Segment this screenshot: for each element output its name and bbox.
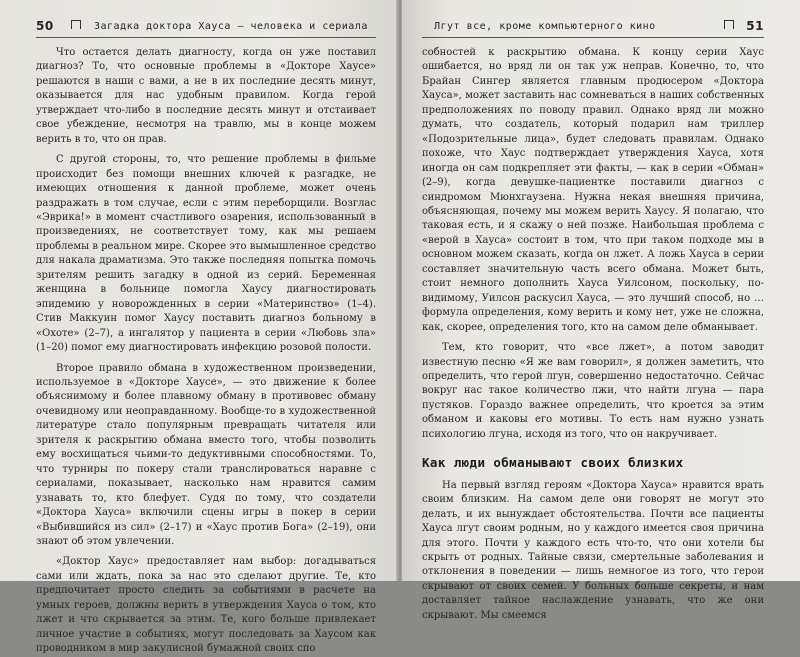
running-head-right: Лгут все, кроме компьютерного кино (434, 21, 656, 32)
paragraph: собностей к раскрытию обмана. К концу серии Хаус ошибается, но вряд ли он так уж неправ. Конечно, то, что Брайан Сингер является главным продюсером «Доктора Хауса», может заставить нас сомневаться в наших собственных предположениях по поводу правил. Однако вряд ли можно думать, что создатель, который подарил нам триллер «Подозрительные лица», будет следовать правилам. Однако похоже, что Хаус подтверждает утверждения Хауса, хотя иногда он сам подкрепляет эти факты, — как в серии «Обман» (2–9), когда девушке-пациентке поставили диагноз с синдромом Мюнхгаузена. Нужна некая внешняя причина, объясняющая, почему мы можем верить Хаусу. Я полагаю, что таковая есть, и я скажу о ней позже. Наибольшая проблема с «верой в Хауса» состоит в том, что при таком подходе мы в основном можем сказать, когда он лжет. А ложь Хауса в серии составляет значительную часть всего обмана. Может быть, стоит немного дополнить Хауса Уилсоном, поскольку, по-видимому, Уилсон раскусил Хауса, — это лучший способ, но … формула определения, кому верить и кому нет, уже не сложна, как, скорее, определения того, кто на самом деле обманывает. (422, 47, 764, 333)
header-rule-right (422, 37, 764, 38)
right-page-header (422, 20, 764, 42)
right-page (402, 0, 800, 621)
paragraph: «Доктор Хаус» предоставляет нам выбор: догадываться сами или ждать, пока за нас это сделают другие. Те, кто предпочитает просто следить за событиями в расчете на умных героев, должны верить в утверждения Хауса о том, кто лжет и что скрывается за этим. Те, кого больше привлекает личное участие в событиях, могут последовать за Хаусом как проводником в мир закулисной бумажной своих спо (36, 556, 376, 655)
section-heading: Как люди обманывают своих близких (422, 455, 684, 471)
paragraph: С другой стороны, то, что решение проблемы в фильме происходит без помощи внешних ключей к разгадке, не имеющих отношения к данной проблеме, может очень раздражать в том случае, если с этим переборщили. Возглас «Эврика!» в момент счастливого озарения, использованный в произведениях, не соответствует тому, как мы решаем проблемы в реальном мире. Скорее это вымышленное средство для накала драматизма. Это также последняя попытка помочь зрителям решить загадку в одной из серий. Беременная женщина в больнице помогла Хаусу диагностировать эпидемию у новорожденных в серии «Материнство» (1–4). Стив Маккуин помог Хаусу поставить диагноз больному в «Охоте» (2–7), а ингалятор у пациента в серии «Любовь зла» (1–20) помог ему диагностировать инфекцию розовой полости. (36, 154, 376, 354)
left-page-header (36, 20, 376, 42)
running-head-left: Загадка доктора Хауса — человека и сериала (94, 21, 368, 32)
header-rule-left (36, 37, 376, 38)
paragraph: Что остается делать диагносту, когда он уже поставил диагноз? То, что основные проблемы в «Докторе Хаусе» решаются в наши с вами, а не в их последние десять минут, оказывается для нас удобным правилом. Когда герой утверждает что-либо в последние десять минут и отстаивает свое убеждение, несмотря на травлю, мы в конце можем верить в то, что он прав. (36, 47, 376, 145)
paragraph: На первый взгляд героям «Доктора Хауса» нравится врать своим близким. На самом деле они говорят не могут это делать, и их вынуждает обстоятельства. Почти все пациенты Хауса лгут своим родным, но у каждого имеется своя причина для этого. Почти у каждого есть что-то, что они хотели бы скрыть от родных. Тайные связи, смертельные заболевания и отклонения в поведении — лишь немногое из того, что герои скрывают от своих семей. У больных больше секреты, и нам доставляет тайное наслаждение узнавать, что же они скрывают. Мы смеемся (422, 479, 764, 621)
left-page (0, 0, 398, 655)
page-number-left: 50 (36, 19, 54, 33)
header-ornament-icon (71, 20, 81, 29)
page-number-right: 51 (746, 19, 764, 33)
header-ornament-icon (724, 20, 734, 29)
paragraph: Тем, кто говорит, что «все лжет», а потом заводит известную песню «Я же вам говорил», я должен заметить, что определить, что герой лгун, совершенно недостаточно. Сейчас вокруг нас такое количество лжи, что найти лгуна — пара пустяков. Гораздо важнее определить, что кроется за этим обманом и каковы его мотивы. То есть нам нужно узнать психологию лгуна, исходя из того, что он накручивает. (422, 342, 764, 440)
right-page-body (422, 46, 764, 623)
paragraph: Второе правило обмана в художественном произведении, используемое в «Докторе Хаусе», — это движение к более объяснимому и более плавному обману в противовес обману очевидному или неоправданному. Вообще-то в художественной литературе стало популярным превращать читателя или зрителя к раскрытию обмана вместо того, чтобы позволить ему восхищаться чьими-то дедуктивными способностями. То, что турниры по покеру стали транслироваться наравне с сериалами, показывает, насколько нам нравится самим узнавать то, кто блефует. Судя по тому, что создатели «Доктора Хауса» включили сцены игры в покер в серии «Выбившийся из сил» (2–17) и «Хаус против Бога» (2–19), они знают об этом увлечении. (36, 362, 376, 547)
left-page-body (36, 46, 376, 657)
